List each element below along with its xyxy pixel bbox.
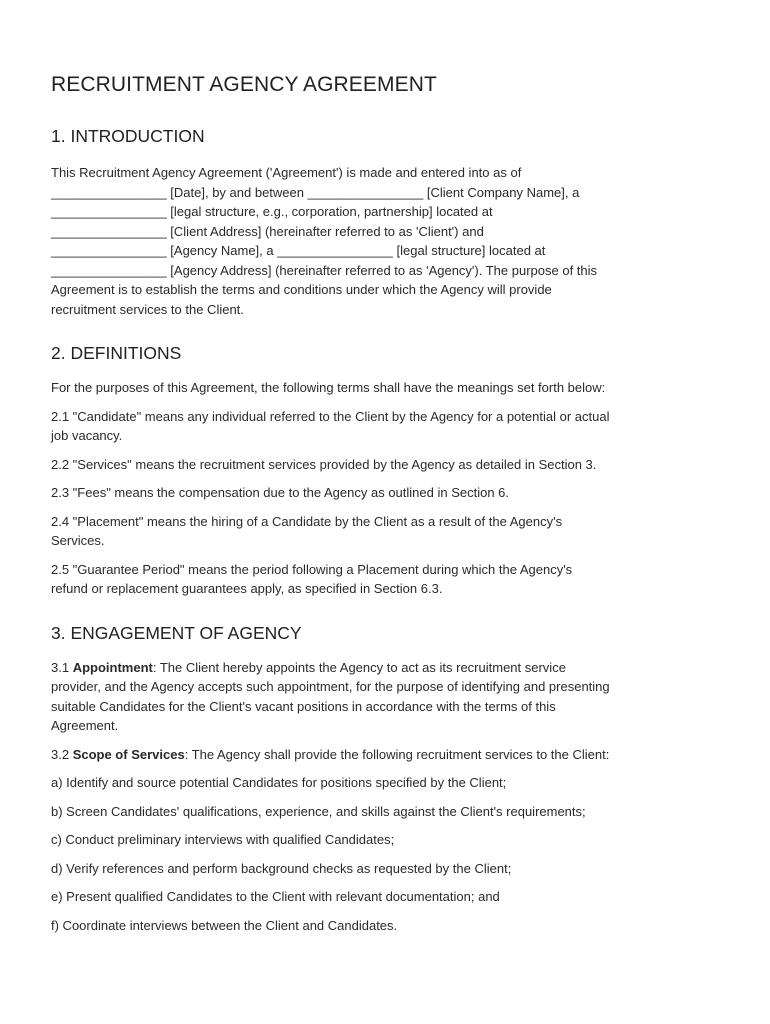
paragraph-line: recruitment services to the Client.: [51, 301, 244, 317]
paragraph-line: Agreement.: [51, 718, 119, 733]
definitions-lead: For the purposes of this Agreement, the following terms shall have the meanings set forth below:: [51, 380, 606, 395]
paragraph-line: 2.2 "Services" means the recruitment services provided by the Agency as detailed in Section 3.: [51, 456, 597, 472]
service-list-item: c) Conduct preliminary interviews with qualified Candidates;: [51, 832, 395, 847]
document-title: RECRUITMENT AGENCY AGREEMENT: [51, 73, 437, 96]
definition-item: [51, 512, 721, 551]
section-heading-engagement: 3. ENGAGEMENT OF AGENCY: [51, 622, 302, 643]
paragraph-line: ________________ [Client Address] (hereinafter referred to as 'Client') and: [51, 223, 484, 239]
paragraph-line: 2.4 "Placement" means the hiring of a Candidate by the Client as a result of the Agency's: [51, 513, 563, 529]
paragraph-line: [51, 658, 721, 678]
paragraph-line: ________________ [legal structure, e.g., corporation, partnership] located at: [51, 204, 493, 219]
paragraph-line: ________________ [Agency Address] (hereinafter referred to as 'Agency'). The purpose of this: [51, 262, 598, 278]
clause-text: : The Client hereby appoints the Agency to act as its recruitment service: [152, 659, 566, 675]
section-heading-introduction: 1. INTRODUCTION: [51, 126, 205, 146]
service-list-item: e) Present qualified Candidates to the Client with relevant documentation; and: [51, 889, 500, 904]
definition-item: [51, 483, 721, 503]
paragraph-line: suitable Candidates for the Client's vacant positions in accordance with the terms of this: [51, 698, 556, 714]
definition-item: [51, 455, 721, 475]
clause-number: 3.1: [51, 659, 73, 675]
paragraph-line: 2.1 "Candidate" means any individual referred to the Client by the Agency for a potential or actual: [51, 408, 610, 424]
definition-item: [51, 560, 721, 599]
introduction-paragraph: [51, 163, 721, 319]
paragraph-line: ________________ [Agency Name], a ________________ [legal structure] located at: [51, 243, 546, 258]
clause-term: Appointment: [72, 659, 153, 675]
paragraph-line: Services.: [51, 533, 105, 548]
clause-term: Scope of Services: [72, 746, 185, 762]
paragraph-line: ________________ [Date], by and between ________________ [Client Company Name], a: [51, 184, 580, 200]
service-list-item: d) Verify references and perform background checks as requested by the Client;: [51, 860, 512, 876]
paragraph-line: job vacancy.: [51, 428, 123, 443]
clause-scope-of-services: [51, 745, 721, 765]
paragraph-line: Agreement is to establish the terms and conditions under which the Agency will provide: [51, 282, 552, 297]
definition-item: [51, 407, 721, 446]
paragraph-line: refund or replacement guarantees apply, as specified in Section 6.3.: [51, 581, 443, 596]
paragraph-line: provider, and the Agency accepts such appointment, for the purpose of identifying and presenting: [51, 679, 610, 694]
clause-number: 3.2: [51, 746, 73, 762]
section-heading-definitions: 2. DEFINITIONS: [51, 343, 182, 363]
paragraph-line: 2.3 "Fees" means the compensation due to the Agency as outlined in Section 6.: [51, 485, 510, 500]
service-list-item: b) Screen Candidates' qualifications, experience, and skills against the Client's requirements;: [51, 803, 586, 819]
paragraph-line: This Recruitment Agency Agreement ('Agreement') is made and entered into as of: [51, 165, 522, 180]
service-list-item: a) Identify and source potential Candidates for positions specified by the Client;: [51, 775, 507, 790]
clause-text: : The Agency shall provide the following recruitment services to the Client:: [184, 746, 610, 762]
clause-appointment: [51, 658, 721, 736]
paragraph-line: 2.5 "Guarantee Period" means the period following a Placement during which the Agency's: [51, 561, 573, 577]
service-list-item: f) Coordinate interviews between the Client and Candidates.: [51, 917, 398, 933]
document-page: [51, 72, 721, 935]
